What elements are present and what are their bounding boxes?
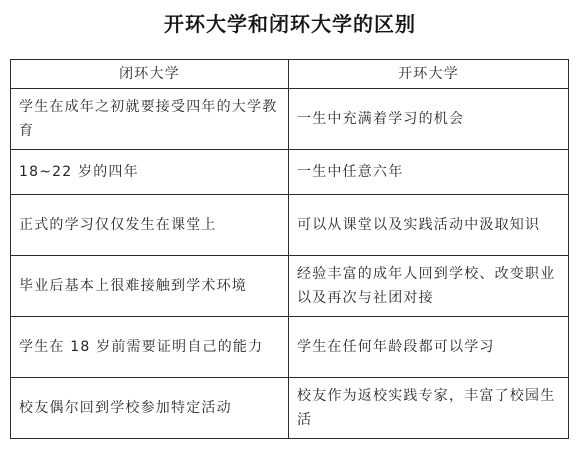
closed-loop-cell: 校友偶尔回到学校参加特定活动 <box>11 378 289 439</box>
table-row <box>11 195 569 256</box>
open-loop-cell: 经验丰富的成年人回到学校、改变职业以及再次与社团对接 <box>289 256 569 317</box>
table-header-row <box>11 60 569 89</box>
table-row <box>11 89 569 150</box>
table-row <box>11 317 569 378</box>
table-row <box>11 150 569 195</box>
document-title: 开环大学和闭环大学的区别 <box>164 12 416 36</box>
closed-loop-cell: 正式的学习仅仅发生在课堂上 <box>11 195 289 256</box>
table-row <box>11 256 569 317</box>
closed-loop-cell: 毕业后基本上很难接触到学术环境 <box>11 256 289 317</box>
open-loop-cell: 校友作为返校实践专家，丰富了校园生活 <box>289 378 569 439</box>
closed-loop-cell: 18~22 岁的四年 <box>11 150 289 195</box>
open-loop-cell: 可以从课堂以及实践活动中汲取知识 <box>289 195 569 256</box>
closed-loop-cell: 学生在成年之初就要接受四年的大学教育 <box>11 89 289 150</box>
header-open-loop: 开环大学 <box>289 60 569 89</box>
comparison-table <box>10 59 569 439</box>
open-loop-cell: 学生在任何年龄段都可以学习 <box>289 317 569 378</box>
open-loop-cell: 一生中充满着学习的机会 <box>289 89 569 150</box>
open-loop-cell: 一生中任意六年 <box>289 150 569 195</box>
table-row <box>11 378 569 439</box>
closed-loop-cell: 学生在 18 岁前需要证明自己的能力 <box>11 317 289 378</box>
header-closed-loop: 闭环大学 <box>11 60 289 89</box>
